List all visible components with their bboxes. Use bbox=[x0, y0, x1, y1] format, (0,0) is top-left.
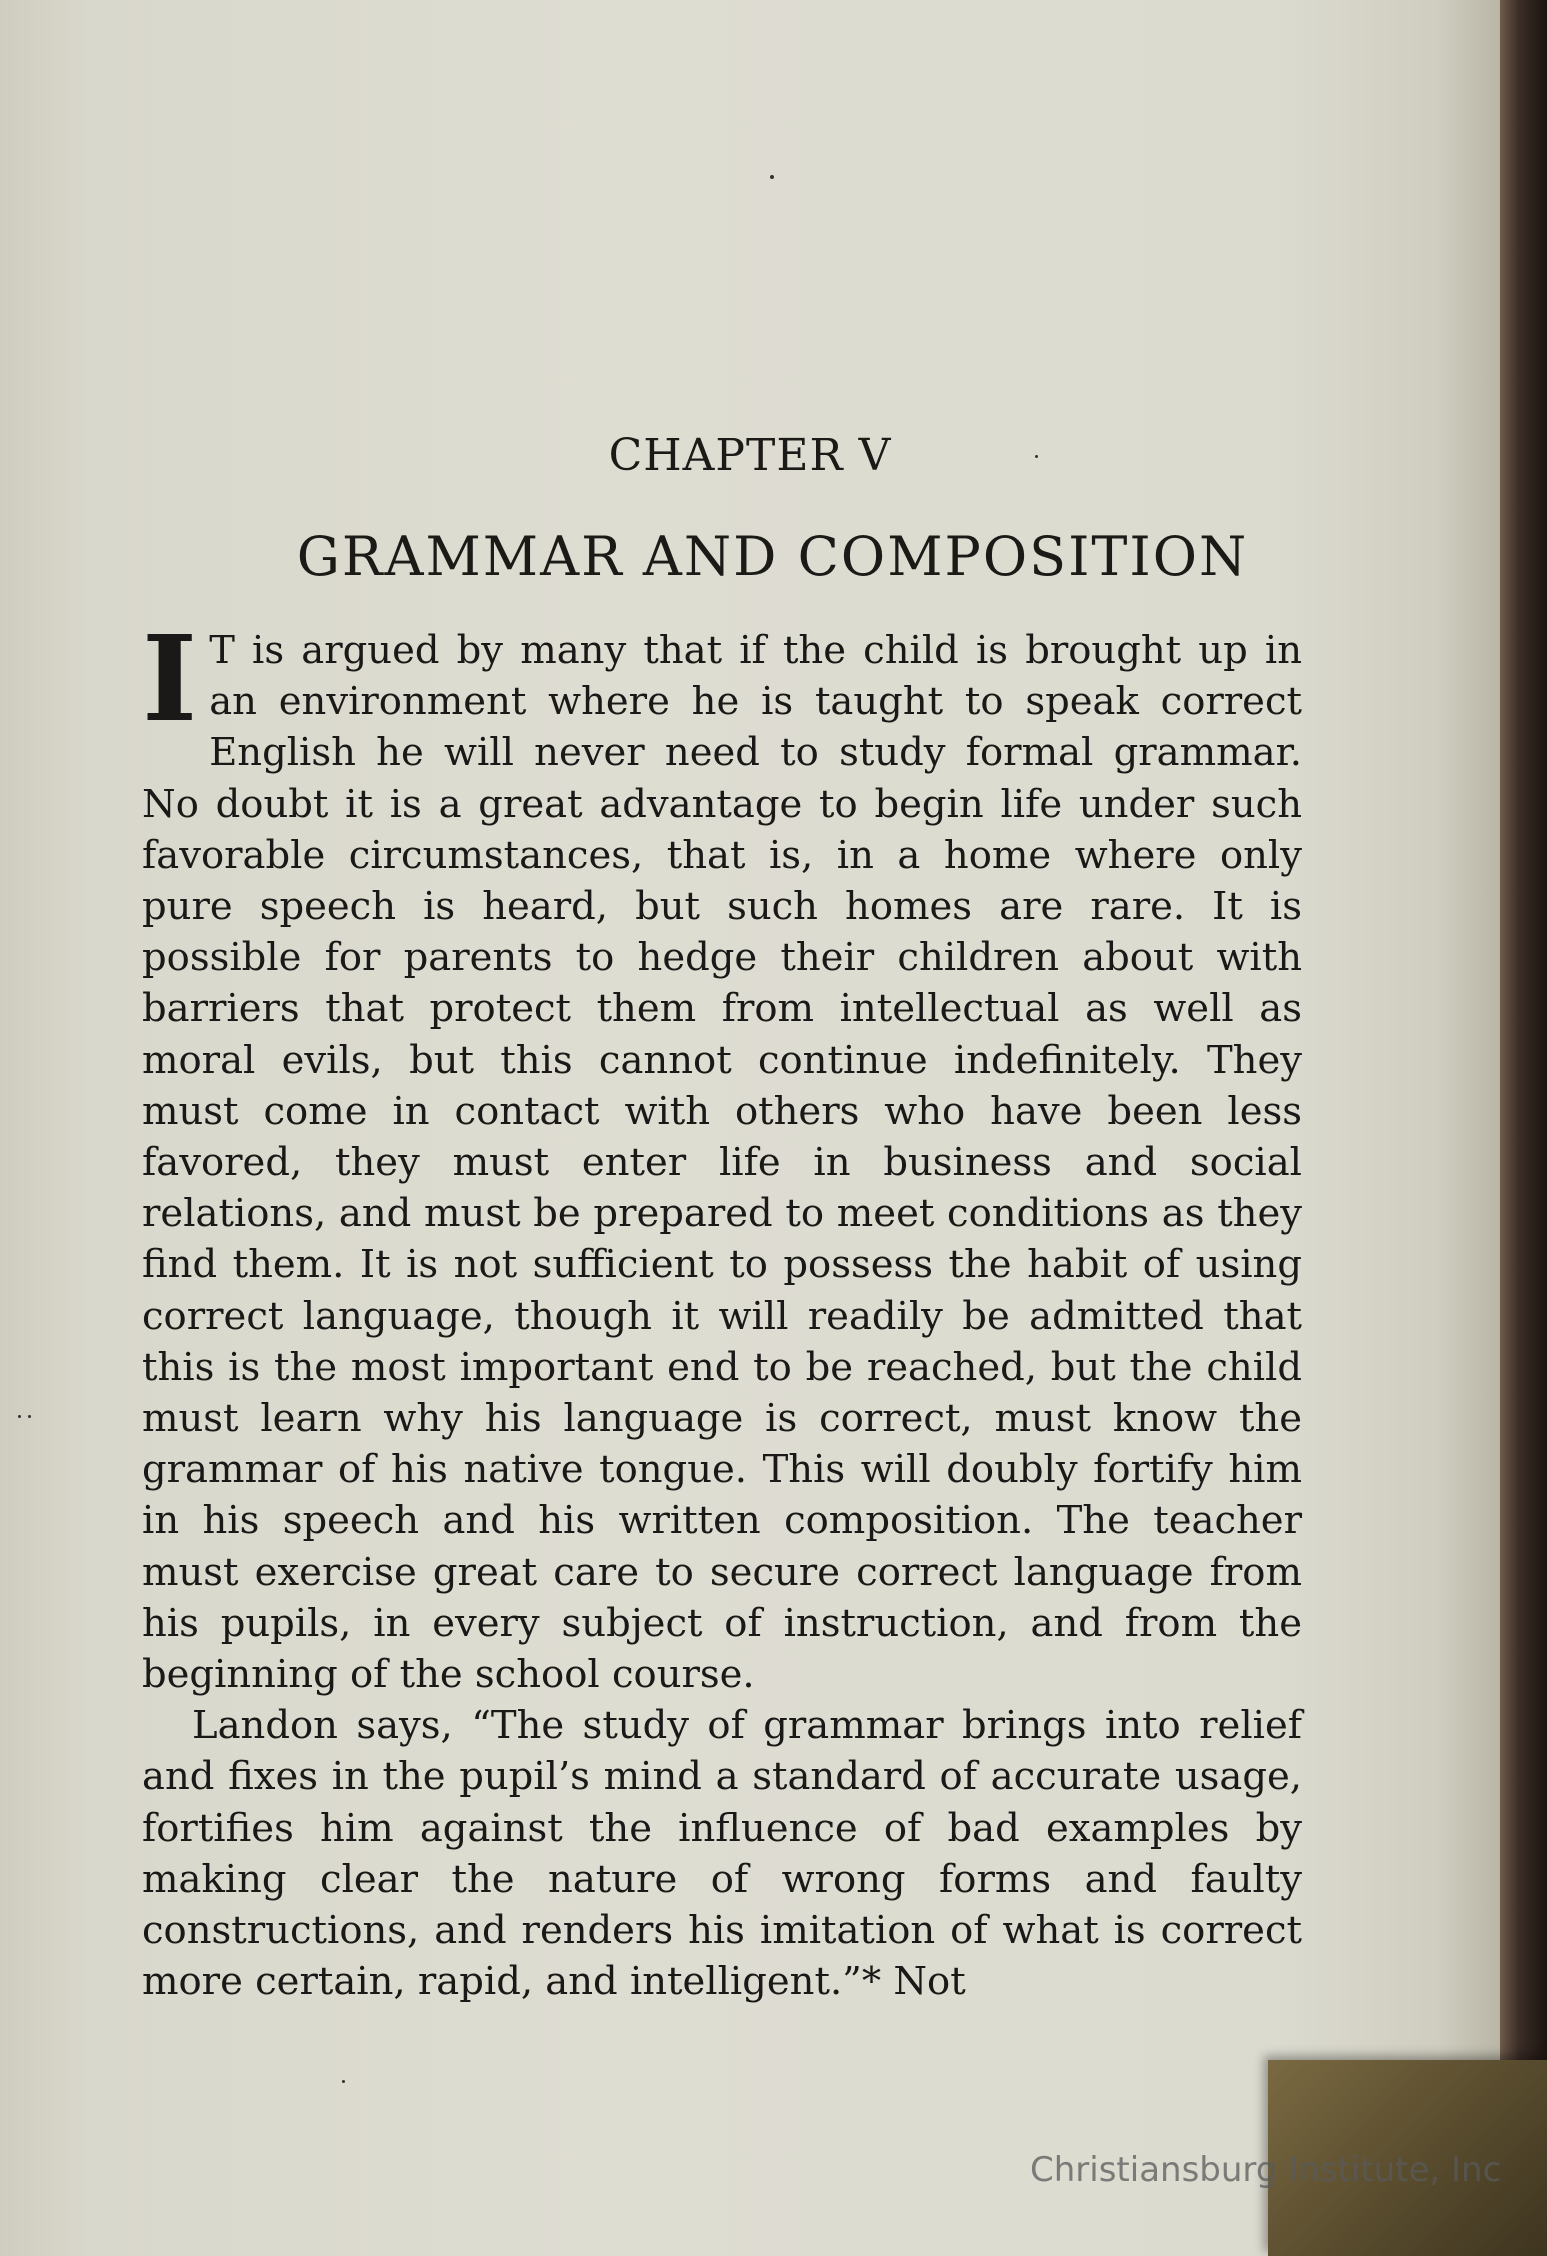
paragraph-1 bbox=[142, 609, 1302, 1700]
book-edge bbox=[1500, 0, 1547, 2256]
chapter-number: CHAPTER V bbox=[608, 430, 892, 481]
paper-speck bbox=[1035, 455, 1038, 458]
paper-speck bbox=[770, 175, 774, 179]
watermark-text: Christiansburg Institute, Inc bbox=[1030, 2150, 1502, 2190]
paper-speck bbox=[342, 2080, 345, 2083]
body-text bbox=[142, 609, 1302, 2007]
paper-speck bbox=[28, 1415, 31, 1418]
chapter-title: GRAMMAR AND COMPOSITION bbox=[296, 525, 1249, 588]
paper-speck bbox=[18, 1415, 21, 1418]
drop-cap: I bbox=[142, 609, 198, 748]
paragraph-2-text: Landon says, “The study of grammar brings into relief and fixes in the pupil’s mind a standard of accurate usage, fortifies him against the influence of bad examples by making clear the nature of wrong forms and faulty constructions, and renders his imitation of what is correct more certain, rapid, and intelligent.”* Not bbox=[142, 1703, 1302, 2005]
paragraph-1-text: T is argued by many that if the child is brought up in an environment where he is taught to speak correct English he will never need to study formal grammar. No doubt it is a great advantage to begin life under such favorable circumstances, that is, in a home where only pure speech is heard, but such homes are rare. It is possible for parents to hedge their children about with barriers that protect them from intellectual as well as moral evils, but this cannot continue indefinitely. They must come in contact with others who have been less favored, they must enter life in business and social relations, and must be prepared to meet conditions as they find them. It is not sufficient to possess the habit of using correct language, though it will readily be admitted that this is the most important end to be reached, but the child must learn why his language is correct, must know the grammar of his native tongue. This will doubly fortify him in his speech and his written composition. The teacher must exercise great care to secure correct language from his pupils, in every subject of instruction, and from the beginning of the school course. bbox=[142, 628, 1302, 1698]
paragraph-2 bbox=[142, 1700, 1302, 2007]
